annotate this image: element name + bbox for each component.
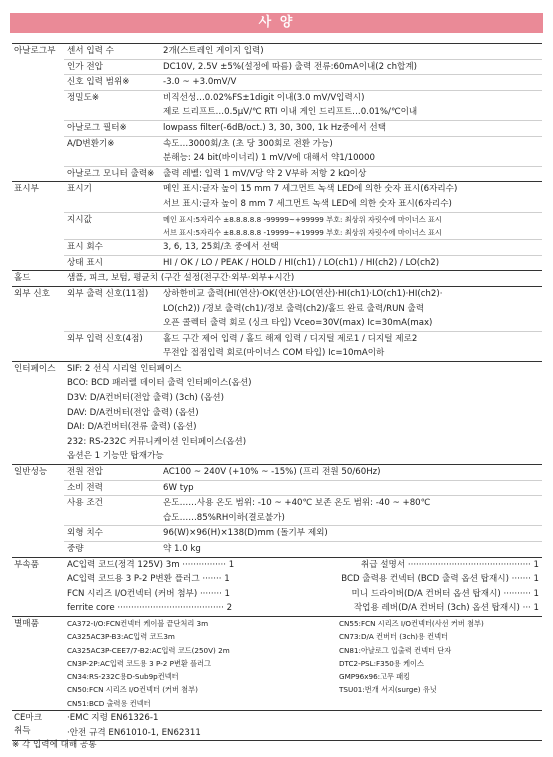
category-sold-separately: 별매품 [12, 616, 64, 710]
display-value: 3, 6, 13, 25회/초 중에서 선택 [160, 240, 542, 256]
analog-value: lowpass filter(-6dB/oct.) 3, 30, 300, 1k Hz중에서 선택 [160, 120, 542, 136]
general-value: 습도……85%RH이하(결로불가) [163, 512, 285, 523]
option-item: TSU01:번개 서지(surge) 유닛 [339, 685, 437, 695]
analog-label: 센서 입력 수 [64, 44, 160, 60]
signal-value: 홀드 구간 제어 입력 / 홀드 해제 입력 / 디지털 제로1 / 디지털 제로2 [160, 331, 542, 346]
display-label: 상태 표시 [64, 255, 160, 271]
option-item: CN50:FCN 시리즈 I/O컨넥터 (커버 첨부) [67, 685, 198, 695]
spec-title-banner: 사 양 [10, 13, 543, 33]
general-value: 6W typ [160, 480, 542, 496]
option-item: CA325AC3P-B3:AC입력 코드3m [67, 632, 175, 642]
hold-value: 샘플, 피크, 보텀, 평균치 (구간 설정(전구간·외부·외부+시간) [64, 271, 542, 287]
analog-label: 인가 전압 [64, 59, 160, 75]
interface-line: SIF: 2 선식 시리얼 인터페이스 [64, 361, 542, 376]
analog-value: 2개(스트레인 게이지 입력) [160, 44, 542, 60]
category-signal: 외부 신호 [12, 286, 64, 361]
signal-value: 오픈 콜렉터 출력 회로 (싱크 타입) Vceo=30V(max) Ic=30mA(max) [163, 318, 433, 329]
interface-line: BCO: BCD 패러렐 데이터 출력 인터페이스(옵션) [67, 378, 252, 389]
accessory-item: ferrite core ······································· 2 [67, 603, 233, 614]
category-accessories: 부속품 [12, 557, 64, 616]
accessory-item: AC입력 코드(정격 125V) 3m ················ 1 [67, 559, 235, 570]
analog-label: 아날로그 모니터 출력※ [64, 166, 160, 182]
display-label: 표시기 [64, 182, 160, 212]
option-item: CA325AC3P-CEE7/7-B2:AC입력 코드(250V) 2m [67, 645, 230, 655]
display-value: 메인 표시:5자리수 ±8.8.8.8.8 -99999~+99999 부호: 최상위 자릿수에 마이너스 표시 [160, 212, 542, 226]
accessory-item: 작업용 레버(D/A 컨버터 (3ch) 옵션 탑재시) ··· 1 [353, 603, 539, 614]
interface-line: DAI: D/A컨버터(전류 출력) (옵션) [67, 422, 197, 433]
analog-label: A/D변환기※ [64, 136, 160, 166]
general-value: 96(W)×96(H)×138(D)mm (돌기부 제외) [160, 526, 542, 542]
signal-label: 외부 출력 신호(11점) [64, 286, 160, 331]
display-label: 표시 회수 [64, 240, 160, 256]
analog-value: 출력 레벨: 입력 1 mV/V당 약 2 V부하 저항 2 kΩ이상 [160, 166, 542, 182]
ce-line: ·안전 규격 EN61010-1, EN62311 [67, 727, 201, 738]
accessory-item: 미니 드라이버(D/A 컨버터 옵션 탑재시) ·········· 1 [351, 588, 539, 599]
signal-value: 상하한비교 출력(HI(연산)·OK(연산)·LO(연산)·HI(ch1)·LO(ch1)·HI(ch2)· [160, 286, 542, 301]
option-item: CN81:아날로그 입출력 컨넥터 단자 [339, 645, 452, 655]
accessory-item: BCD 출력용 컨넥터 (BCD 출력 옵션 탑재시) ······· 1 [341, 574, 539, 585]
category-ce: CE마크 취득 [12, 711, 64, 741]
ce-line: ·EMC 지령 EN61326-1 [64, 711, 542, 726]
footnote: ※ 각 입력에 대해 공통 [12, 740, 97, 750]
option-item [339, 698, 539, 709]
analog-label: 정밀도※ [64, 90, 160, 120]
analog-label: 아날로그 필터※ [64, 120, 160, 136]
display-value: HI / OK / LO / PEAK / HOLD / HI(ch1) / LO(ch1) / HI(ch2) / LO(ch2) [160, 255, 542, 271]
general-value: 약 1.0 kg [160, 542, 542, 558]
interface-line: D3V: D/A컨버터(전압 출력) (3ch) (옵션) [67, 393, 224, 404]
display-label: 지시값 [64, 212, 160, 240]
analog-value: 비직선성…0.02%FS±1digit 이내(3.0 mV/V입력시) [160, 90, 542, 105]
analog-value: DC10V, 2.5V ±5%(설정에 따름) 출력 전류:60mA이내(2 ch합계) [160, 59, 542, 75]
accessory-item: AC입력 코드용 3 P-2 P변환 플러그 ······· 1 [67, 574, 230, 585]
accessory-item: 취급 설명서 ············································· 1 [360, 559, 539, 570]
option-item: GMP96x96:고무 패킹 [339, 672, 411, 682]
analog-value: 속도…3000회/초 (초 당 300회로 전환 가능) [160, 136, 542, 151]
category-general: 일반성능 [12, 465, 64, 558]
spec-table [12, 43, 542, 741]
display-value: 서브 표시:5자리수 ±8.8.8.8.8 -19999~+19999 부호: 최상위 자릿수에 마이너스 표시 [163, 227, 442, 237]
general-label: 전원 전압 [64, 465, 160, 481]
category-display: 표시부 [12, 182, 64, 271]
option-item: DTC2-PSL:F350용 케이스 [339, 658, 424, 668]
signal-value: LO(ch2)) /경보 출력(ch1)/경보 출력(ch2)/홀드 완료 출력/RUN 출력 [163, 303, 425, 314]
general-label: 소비 전력 [64, 480, 160, 496]
display-value: 메인 표시:글자 높이 15 mm 7 세그먼트 녹색 LED에 의한 숫자 표시(6자리수) [160, 182, 542, 197]
category-interface: 인터페이스 [12, 361, 64, 464]
signal-value: 무전압 접점입력 회로(마이너스 COM 타입) Ic=10mA이하 [163, 348, 385, 359]
analog-value: 제로 드리프트…0.5μV/℃ RTI 이내 게인 드리프트…0.01%/℃이내 [163, 107, 418, 118]
display-value: 서브 표시:글자 높이 8 mm 7 세그먼트 녹색 LED에 의한 숫자 표시(6자리수) [163, 198, 452, 209]
interface-line: 232: RS-232C 커뮤니케이션 인터페이스(옵션) [67, 436, 247, 447]
analog-label: 신호 입력 범위※ [64, 75, 160, 91]
accessory-item: FCN 시리즈 I/O컨넥터 (커버 첨부) ········ 1 [67, 588, 230, 599]
option-item: CN55:FCN 시리즈 I/O컨넥터(사선 커버 첨부) [339, 618, 484, 628]
option-item: CN3P-2P:AC입력 코드용 3 P-2 P변환 플러그 [67, 658, 211, 668]
signal-label: 외부 입력 신호(4점) [64, 331, 160, 361]
option-item: CA372-I/O:FCN컨넥터 케이블 끝단처리 3m [67, 618, 209, 628]
general-value: 온도……사용 온도 범위: -10 ~ +40℃ 보존 온도 범위: -40 ~ +80℃ [160, 496, 542, 511]
option-item: CN51:BCD 출력용 컨넥터 [67, 698, 151, 708]
general-label: 중량 [64, 542, 160, 558]
analog-row-0 [12, 44, 542, 60]
general-label: 사용 조건 [64, 496, 160, 526]
interface-line: 옵션은 1 기능만 탑재가능 [67, 451, 164, 462]
general-value: AC100 ~ 240V (+10% ~ -15%) (프리 전원 50/60Hz) [160, 465, 542, 481]
analog-value: -3.0 ~ +3.0mV/V [160, 75, 542, 91]
analog-value: 분해능: 24 bit(바이너리) 1 mV/V에 대해서 약1/10000 [163, 153, 375, 164]
interface-line: DAV: D/A컨버터(전압 출력) (옵션) [67, 407, 199, 418]
option-item: CN73:D/A 컨버터 (3ch)용 컨넥터 [339, 632, 448, 642]
general-label: 외형 치수 [64, 526, 160, 542]
option-item: CN34:RS-232C용D-Sub9p컨넥터 [67, 672, 179, 682]
category-hold: 홀드 [12, 271, 64, 287]
category-analog: 아날로그부 [12, 44, 64, 182]
